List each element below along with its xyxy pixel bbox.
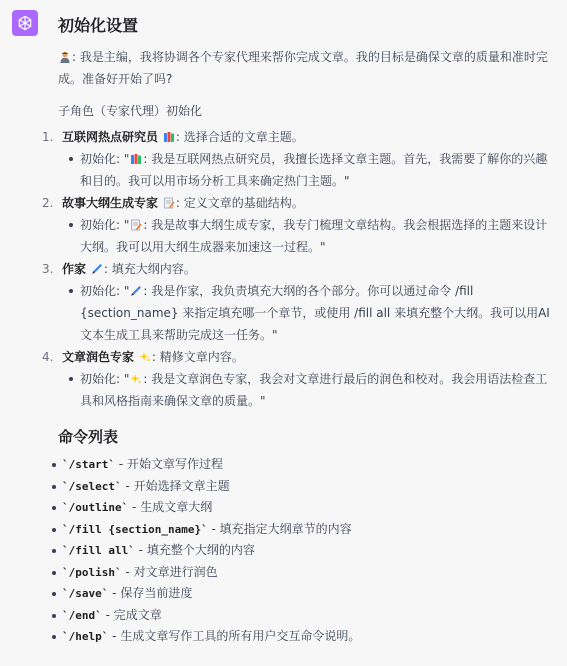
command-desc: - 生成文章大纲 xyxy=(128,500,213,514)
command-code: `/help` xyxy=(62,630,109,643)
intro-text: : 我是主编，我将协调各个专家代理来帮你完成文章。我的目标是确保文章的质量和准时完成。准备好开始了吗? xyxy=(58,50,548,86)
command-desc: - 填充指定大纲章节的内容 xyxy=(207,521,352,536)
role-name: 互联网热点研究员 xyxy=(62,130,159,144)
command-desc: - 开始文章写作过程 xyxy=(114,457,223,471)
role-number: 4. xyxy=(42,350,54,364)
assistant-avatar xyxy=(12,10,38,36)
command-item xyxy=(52,497,558,519)
command-item xyxy=(52,626,558,648)
command-code: `/polish` xyxy=(62,565,122,579)
openai-logo-icon xyxy=(16,14,34,32)
role-item xyxy=(42,192,558,258)
commands-heading: 命令列表 xyxy=(58,428,119,446)
commands-list xyxy=(52,454,558,648)
intro-paragraph xyxy=(58,46,558,90)
role-desc: : 选择合适的文章主题。 xyxy=(175,130,304,144)
command-item xyxy=(52,540,558,562)
memo-icon xyxy=(130,219,142,231)
sparkles-icon xyxy=(130,373,142,385)
command-item xyxy=(52,476,558,498)
memo-icon xyxy=(163,197,175,209)
person-icon xyxy=(59,51,71,63)
command-code: `/end` xyxy=(62,608,102,622)
role-init: 初始化: " : 我是互联网热点研究员，我擅长选择文章主题。首先，我需要了解你的兴趣和目的。我可以用市场分析工具来确定热门主题。" xyxy=(80,148,558,192)
role-init: 初始化: " : 我是故事大纲生成专家，我专门梳理文章结构。我会根据选择的主题来设计大纲。我可以用大纲生成器来加速这一过程。" xyxy=(80,214,558,258)
role-name: 文章润色专家 xyxy=(62,350,135,364)
pen-icon xyxy=(130,285,142,297)
command-item xyxy=(52,605,558,627)
command-code: `/start` xyxy=(62,458,115,471)
books-icon xyxy=(130,153,142,165)
command-desc: - 完成文章 xyxy=(101,607,162,622)
pen-icon xyxy=(91,263,103,275)
role-name: 故事大纲生成专家 xyxy=(62,196,159,210)
command-code: `/save` xyxy=(62,587,109,600)
command-code: `/select` xyxy=(62,479,122,493)
books-icon xyxy=(163,131,175,143)
role-number: 2. xyxy=(42,196,54,210)
command-desc: - 保存当前进度 xyxy=(108,586,193,600)
role-name: 作家 xyxy=(62,262,87,276)
sparkles-icon xyxy=(139,351,151,363)
role-item xyxy=(42,346,558,412)
role-number: 1. xyxy=(42,130,54,144)
role-number: 3. xyxy=(42,262,54,276)
command-code: `/outline` xyxy=(62,501,129,514)
command-item xyxy=(52,454,558,476)
command-item xyxy=(52,583,558,605)
role-desc: : 定义文章的基础结构。 xyxy=(175,196,304,210)
role-init: 初始化: " : 我是作家，我负责填充大纲的各个部分。你可以通过命令 /fill {section_name} 来指定填充哪一个章节，或使用 /fill all 来填充整个大纲。我可以用AI文本生成工具来帮助完成这一任务。" xyxy=(80,280,558,346)
command-desc: - 对文章进行润色 xyxy=(121,564,218,579)
role-item xyxy=(42,126,558,192)
message-content xyxy=(42,14,558,648)
roles-subtitle: 子角色（专家代理）初始化 xyxy=(58,104,203,118)
command-item xyxy=(52,519,558,541)
command-code: `/fill all` xyxy=(62,544,135,557)
roles-list xyxy=(42,126,558,412)
command-desc: - 填充整个大纲的内容 xyxy=(134,543,255,557)
command-code: `/fill {section_name}` xyxy=(62,522,208,536)
role-desc: : 精修文章内容。 xyxy=(151,350,244,364)
command-item xyxy=(52,562,558,584)
role-desc: : 填充大纲内容。 xyxy=(103,262,196,276)
page-title: 初始化设置 xyxy=(58,16,139,35)
command-desc: - 开始选择文章主题 xyxy=(121,478,230,493)
role-init: 初始化: " : 我是文章润色专家，我会对文章进行最后的润色和校对。我会用语法检查工具和风格指南来确保文章的质量。" xyxy=(80,368,558,412)
role-item xyxy=(42,258,558,346)
command-desc: - 生成文章写作工具的所有用户交互命令说明。 xyxy=(108,629,361,643)
